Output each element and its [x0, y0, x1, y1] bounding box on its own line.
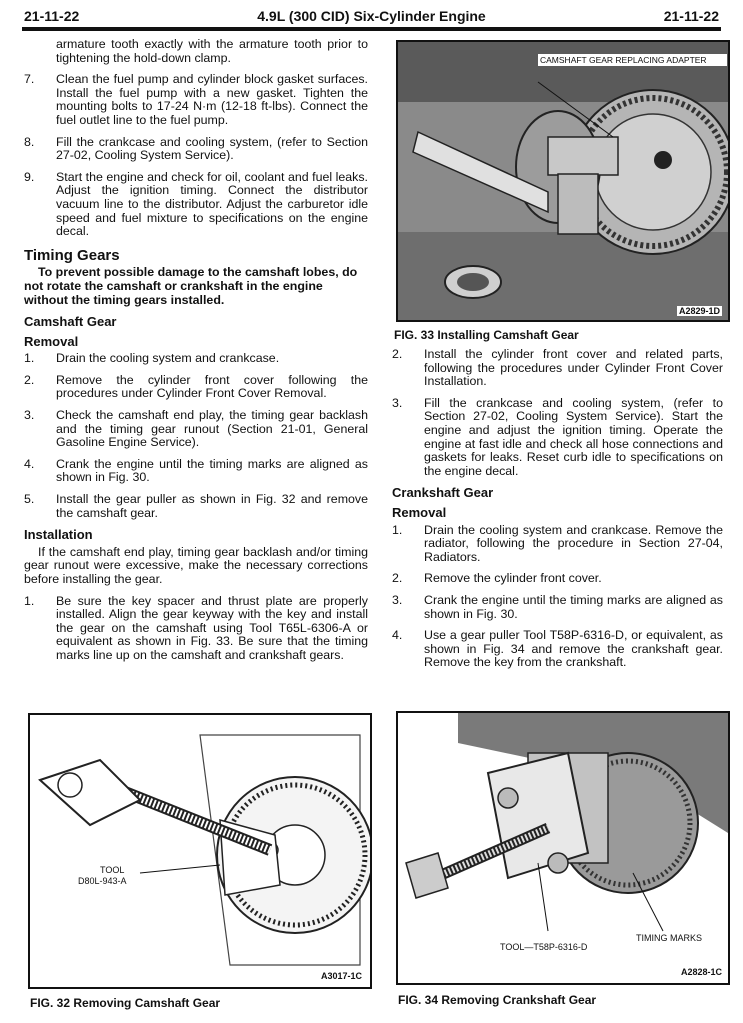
fig32-code: A3017-1C	[320, 971, 362, 981]
step-text: Be sure the key spacer and thrust plate are properly installed. Align the gear keyway with the key and install the gear on the camshaft using Tool T65L-6306-A or equivalent as shown in Fig. 33. Be sure that the timing marks line up on the camshaft and crankshaft gears.	[56, 593, 368, 662]
step-text: Crank the engine until the timing marks are aligned as shown in Fig. 30.	[424, 592, 723, 621]
fig33-label: CAMSHAFT GEAR REPLACING ADAPTER	[538, 54, 727, 66]
step-text: Fill the crankcase and cooling system, (refer to Section 27-02, Cooling System Service). Start the engine and adjust the ignition timing. Operate the engine at fast idle and check all hose connections and gaskets for leaks. Reset curb idle to specifications on the engine decal.	[424, 395, 723, 478]
removal-heading: Removal	[24, 333, 79, 349]
warning-text: To prevent possible damage to the camshaft lobes, do not rotate the camshaft or crankshaft in the engine without the timing gears installed.	[24, 265, 358, 307]
step-number: 5.	[24, 492, 35, 507]
continued-text: armature tooth exactly with the armature tooth prior to tightening the hold-down clamp.	[56, 37, 368, 65]
install-step-3	[392, 397, 723, 479]
crank-step-4	[392, 629, 723, 670]
crank-step-1	[392, 524, 723, 565]
figure-32-image	[28, 713, 372, 989]
step-7	[24, 73, 368, 127]
page-title: 4.9L (300 CID) Six-Cylinder Engine	[257, 8, 486, 24]
removal-step-4	[24, 458, 368, 485]
step-9	[24, 171, 368, 239]
installation-intro: If the camshaft end play, timing gear backlash and/or timing gear runout were excessive, make the necessary corrections before installing the gear.	[24, 544, 368, 586]
step-number: 2.	[392, 347, 403, 361]
removal-step-3	[24, 409, 368, 450]
step-text: Check the camshaft end play, the timing gear backlash and the timing gear runout (Section 21-01, General Gasoline Engine Service).	[56, 408, 368, 450]
fig33-caption: FIG. 33 Installing Camshaft Gear	[394, 328, 579, 342]
camshaft-gear-illustration	[398, 42, 728, 320]
step-text: Crank the engine until the timing marks are aligned as shown in Fig. 30.	[56, 456, 368, 485]
camshaft-puller-illustration	[30, 715, 370, 987]
removal-step-1	[24, 352, 368, 366]
step-number: 3.	[24, 408, 35, 423]
install-step-1	[24, 595, 368, 663]
install-step-2	[392, 348, 723, 389]
removal-step-5	[24, 493, 368, 520]
fig32-tool-number: D80L-943-A	[78, 876, 127, 886]
right-column	[392, 348, 723, 678]
step-number: 7.	[24, 72, 35, 87]
figure-33-image	[396, 40, 730, 322]
removal-step-2	[24, 374, 368, 401]
fig32-caption: FIG. 32 Removing Camshaft Gear	[30, 996, 221, 1010]
crank-step-3	[392, 594, 723, 621]
step-number: 1.	[392, 522, 403, 537]
camshaft-gear-heading: Camshaft Gear	[24, 314, 117, 330]
figure-34-image	[396, 711, 730, 985]
crank-step-2	[392, 572, 723, 586]
installation-heading: Installation	[24, 527, 93, 543]
fig34-caption: FIG. 34 Removing Crankshaft Gear	[398, 993, 597, 1007]
fig32-tool-label: TOOL	[100, 865, 125, 875]
page-header	[24, 4, 719, 26]
step-number: 2.	[392, 571, 403, 586]
step-number: 3.	[392, 395, 403, 410]
step-text: Drain the cooling system and crankcase.	[56, 351, 280, 366]
fig34-timing-marks-label: TIMING MARKS	[636, 933, 703, 943]
step-8	[24, 136, 368, 163]
fig34-code: A2828-1C	[680, 967, 722, 977]
step-text: Use a gear puller Tool T58P-6316-D, or equivalent, as shown in Fig. 34 and remove the crankshaft gear. Remove the key from the crankshaft.	[424, 628, 723, 670]
step-text: Clean the fuel pump and cylinder block gasket surfaces. Install the fuel pump with a new gasket. Tighten the mounting bolts to 17-24 N·m (12-18 ft-lbs). Connect the fuel outlet line to the fuel pump.	[56, 72, 368, 127]
header-rule	[22, 27, 721, 31]
crankshaft-gear-heading: Crankshaft Gear	[392, 485, 494, 501]
step-text: Start the engine and check for oil, coolant and fuel leaks. Adjust the ignition timing. Connect the distributor vacuum line to the distributor. Adjust the carburetor idle speed and fuel mixture to specifications on the engine decal.	[56, 169, 368, 239]
timing-gears-heading: Timing Gears	[24, 246, 120, 264]
step-text: Fill the crankcase and cooling system, (refer to Section 27-02, Cooling System Service).	[56, 134, 368, 163]
step-number: 1.	[24, 593, 35, 608]
fig34-tool-label: TOOL—T58P-6316-D	[500, 942, 588, 952]
step-number: 9.	[24, 169, 35, 184]
step-text: Install the cylinder front cover and related parts, following the procedures under Cylinder Front Cover Installation.	[424, 347, 723, 389]
step-text: Remove the cylinder front cover.	[424, 571, 602, 586]
step-number: 4.	[24, 456, 35, 471]
left-column	[24, 38, 368, 671]
fig33-code: A2829-1D	[678, 306, 720, 316]
step-number: 1.	[24, 351, 35, 366]
step-number: 2.	[24, 372, 35, 387]
step-text: Drain the cooling system and crankcase. Remove the radiator, following the procedure in Section 27-04, Radiators.	[424, 522, 723, 564]
crank-removal-heading: Removal	[392, 504, 447, 520]
step-number: 3.	[392, 592, 403, 607]
step-text: Remove the cylinder front cover following the procedures under Cylinder Front Cover Removal.	[56, 372, 368, 401]
step-number: 8.	[24, 134, 35, 149]
page-number-right: 21-11-22	[663, 8, 719, 24]
step-text: Install the gear puller as shown in Fig. 32 and remove the camshaft gear.	[56, 492, 368, 520]
step-number: 4.	[392, 628, 403, 643]
page-number-left: 21-11-22	[24, 8, 80, 24]
